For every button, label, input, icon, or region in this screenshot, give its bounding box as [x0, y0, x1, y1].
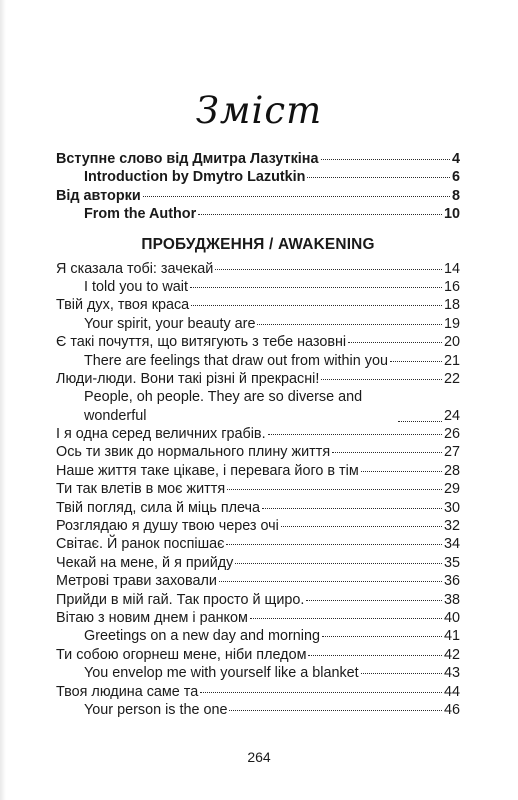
toc-entry-page: 29	[443, 481, 460, 498]
toc-entry-page: 6	[451, 169, 460, 186]
toc-entry	[56, 554, 460, 572]
toc-entry-title: Я сказала тобі: зачекай	[56, 260, 214, 277]
toc-entry	[56, 517, 460, 535]
toc-entry-title: Прийди в мій гай. Так просто й щиро.	[56, 591, 305, 608]
toc-entry-title: І я одна серед величних грабів.	[56, 426, 266, 443]
toc-entry	[56, 425, 460, 443]
dot-leader	[191, 305, 442, 306]
dot-leader	[250, 618, 442, 619]
dot-leader	[361, 471, 442, 472]
toc-entry-page: 22	[443, 370, 460, 387]
toc-entry-title: People, oh people. They are so diverse and wonderful	[84, 389, 363, 424]
toc-entry	[56, 480, 460, 498]
toc-entry-page: 10	[443, 206, 460, 223]
dot-leader	[190, 287, 442, 288]
toc-entry	[56, 388, 460, 425]
toc-entry-title: Ти так влетів в моє життя	[56, 481, 226, 498]
dot-leader	[226, 544, 442, 545]
toc-entry-page: 26	[443, 426, 460, 443]
toc-entry-page: 4	[451, 151, 460, 167]
dot-leader	[307, 177, 450, 178]
toc-entry-page: 46	[443, 701, 460, 718]
toc-entry	[56, 370, 460, 388]
toc-entry-page: 18	[443, 297, 460, 314]
toc-entries-list	[56, 260, 460, 720]
toc-entry-page: 38	[443, 591, 460, 608]
dot-leader	[332, 452, 442, 453]
toc-entry	[56, 462, 460, 480]
toc-entry-page: 41	[443, 628, 460, 645]
toc-entry-page: 43	[443, 665, 460, 682]
toc-entry-page: 34	[443, 536, 460, 553]
toc-entry-page: 20	[443, 334, 460, 351]
dot-leader	[321, 379, 442, 380]
dot-leader	[200, 692, 442, 693]
toc-entry-title: Твій дух, твоя краса	[56, 297, 190, 314]
toc-entry-page: 44	[443, 683, 460, 700]
dot-leader	[306, 600, 442, 601]
table-of-contents	[56, 150, 460, 719]
toc-entry-page: 14	[443, 260, 460, 277]
toc-entry	[56, 296, 460, 314]
toc-entry-title: From the Author	[84, 206, 197, 223]
dot-leader	[281, 526, 442, 527]
dot-leader	[361, 673, 442, 674]
toc-entry-title: Твій погляд, сила й міць плеча	[56, 499, 261, 516]
toc-entry-title: You envelop me with yourself like a blanket	[84, 665, 359, 682]
dot-leader	[198, 214, 442, 215]
toc-entry	[56, 168, 460, 186]
dot-leader	[322, 636, 442, 637]
toc-entry	[56, 683, 460, 701]
toc-entry	[56, 260, 460, 278]
toc-entry-page: 19	[443, 315, 460, 332]
toc-entry	[56, 315, 460, 333]
toc-entry	[56, 499, 460, 517]
toc-entry-title: Вступне слово від Дмитра Лазуткіна	[56, 151, 319, 167]
toc-entry-title: Чекай на мене, й я прийду	[56, 554, 234, 571]
toc-entry-title: Наше життя таке цікаве, і перевага його в тім	[56, 462, 359, 479]
toc-entry	[56, 150, 460, 168]
toc-entry-title: Твоя людина саме та	[56, 683, 199, 700]
dot-leader	[268, 434, 442, 435]
dot-leader	[262, 508, 442, 509]
toc-entry	[56, 646, 460, 664]
toc-entry	[56, 187, 460, 205]
toc-entry-page: 24	[443, 407, 460, 424]
toc-entry-page: 36	[443, 573, 460, 590]
section-heading: ПРОБУДЖЕННЯ / AWAKENING	[141, 235, 375, 253]
dot-leader	[321, 159, 450, 160]
toc-entry-page: 35	[443, 554, 460, 571]
toc-entry-page: 27	[443, 444, 460, 461]
toc-entry-title: Greetings on a new day and morning	[84, 628, 320, 645]
toc-entry-title: Ти собою огорнеш мене, ніби пледом	[56, 646, 307, 663]
toc-entry	[56, 572, 460, 590]
toc-entry	[56, 701, 460, 719]
toc-entry	[56, 591, 460, 609]
toc-entry-title: There are feelings that draw out from within you	[84, 352, 388, 369]
dot-leader	[229, 710, 442, 711]
toc-entry-title: Є такі почуття, що витягують з тебе назовні	[56, 334, 347, 351]
toc-entry	[56, 627, 460, 645]
toc-entry	[56, 205, 460, 223]
toc-entry-page: 8	[451, 187, 460, 204]
toc-entry	[56, 535, 460, 553]
toc-entry	[56, 609, 460, 627]
toc-entry-title: Your person is the one	[84, 701, 228, 718]
toc-entry	[56, 664, 460, 682]
dot-leader	[390, 361, 442, 362]
dot-leader	[398, 421, 442, 422]
toc-entry	[56, 443, 460, 461]
dot-leader	[219, 581, 442, 582]
page-title: Зміст	[195, 88, 323, 132]
dot-leader	[143, 196, 450, 197]
dot-leader	[257, 324, 442, 325]
toc-entry-page: 16	[443, 278, 460, 295]
toc-entry-title: Метрові трави заховали	[56, 573, 217, 590]
toc-entry-title: Ось ти звик до нормального плину життя	[56, 444, 331, 461]
page-number: 264	[247, 749, 271, 765]
dot-leader	[235, 563, 442, 564]
toc-entry-page: 21	[443, 352, 460, 369]
toc-entry-title: Your spirit, your beauty are	[84, 315, 256, 332]
dot-leader	[215, 269, 442, 270]
toc-entry-title: Люди-люди. Вони такі різні й прекрасні!	[56, 370, 320, 387]
toc-entry-title: Вітаю з новим днем і ранком	[56, 610, 248, 626]
toc-entry-page: 40	[443, 610, 460, 626]
toc-entry	[56, 352, 460, 370]
toc-entry	[56, 278, 460, 296]
toc-entry-title: Світає. Й ранок поспішає	[56, 536, 225, 553]
toc-entry-page: 42	[443, 646, 460, 663]
toc-entry-title: Розглядаю я душу твою через очі	[56, 518, 279, 535]
toc-entry	[56, 333, 460, 351]
toc-entry-title: Introduction by Dmytro Lazutkin	[84, 169, 306, 186]
toc-entry-title: I told you to wait	[84, 278, 188, 295]
dot-leader	[348, 342, 442, 343]
dot-leader	[227, 489, 442, 490]
front-matter-list	[56, 150, 460, 224]
toc-entry-page: 28	[443, 462, 460, 479]
dot-leader	[308, 655, 442, 656]
toc-entry-page: 30	[443, 499, 460, 516]
toc-entry-title: Від авторки	[56, 187, 141, 204]
toc-entry-page: 32	[443, 518, 460, 535]
